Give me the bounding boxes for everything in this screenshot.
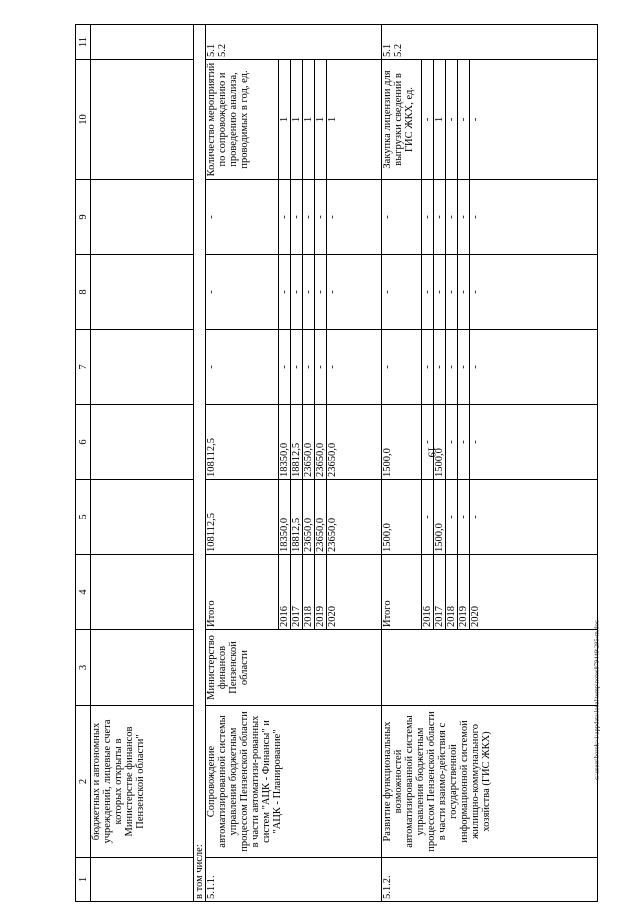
r512-col9: - [470,180,598,255]
r511-col6: 23650,0 [303,405,315,480]
r511-year: 2018 [303,555,315,630]
row-5-1-2-number: 5.1.2. [382,858,598,902]
r511-col10: 1 [291,60,303,180]
r512-col10: 1 [434,60,446,180]
r511-col9: - [303,180,315,255]
r512-year: 2018 [446,555,458,630]
r512-year: 2019 [458,555,470,630]
row-5-1-2-total-col5: 1500,0 [382,480,422,555]
r512-col5: - [446,480,458,555]
col-header-8: 8 [76,255,91,330]
r512-col9: - [458,180,470,255]
r512-col8: - [458,255,470,330]
row-5-1-2-executor [382,630,598,706]
r511-col8: - [315,255,327,330]
r511-year: 2019 [315,555,327,630]
intro-cell-8 [91,255,194,330]
r511-col7: - [315,330,327,405]
r512-col7: - [422,330,434,405]
r512-year: 2017 [434,555,446,630]
r512-col5: - [422,480,434,555]
row-5-1-1-total-col8: - [206,255,279,330]
r512-col6: - [458,405,470,480]
r512-col7: - [446,330,458,405]
r511-col5: 18350,0 [279,480,291,555]
r511-col8: - [291,255,303,330]
row-5-1-2-total-col9: - [382,180,422,255]
r512-col9: - [422,180,434,255]
r511-col7: - [291,330,303,405]
intro-cell-1 [91,858,194,902]
r512-col9: - [446,180,458,255]
r511-col5: 23650,0 [327,480,382,555]
r512-col8: - [434,255,446,330]
r511-col10: 1 [279,60,291,180]
r512-col5: - [458,480,470,555]
col-header-5: 5 [76,480,91,555]
r511-col5: 18812,5 [291,480,303,555]
section-caption: в том числе: [194,25,206,902]
r512-col8: - [422,255,434,330]
r511-col9: - [315,180,327,255]
r512-col10: - [446,60,458,180]
col-header-9: 9 [76,180,91,255]
file-path-note: c:\users\borok~1\appdata\local\temp\notes879449\295-m.doc [593,620,601,780]
r511-col6: 18812,5 [291,405,303,480]
row-5-1-1-total-label: Итого [206,555,279,630]
r512-col10: - [458,60,470,180]
row-5-1-1-total-col5: 108112,5 [206,480,279,555]
r512-col6: - [422,405,434,480]
r512-col7: - [470,330,598,405]
col-header-4: 4 [76,555,91,630]
row-5-1-2-total-label: Итого [382,555,422,630]
r512-col9: - [434,180,446,255]
r512-col6: 1500,0 [434,405,446,480]
col-header-11: 11 [76,25,91,60]
r511-year: 2016 [279,555,291,630]
rotated-table-frame [75,25,589,902]
r511-col10: 1 [303,60,315,180]
r511-col7: - [279,330,291,405]
r511-year: 2020 [327,555,382,630]
intro-cell-6 [91,405,194,480]
r511-col10: 1 [315,60,327,180]
row-5-1-1-indicator: Количество мероприятий по сопровождению и проведению анализа, проводимых в год, ед. [206,60,279,180]
r512-col5: 1500,0 [434,480,446,555]
r512-col7: - [458,330,470,405]
col-header-10: 10 [76,60,91,180]
r512-year: 2020 [470,555,598,630]
r512-col5: - [470,480,598,555]
row-5-1-1-name: Сопровождение автоматизированной системы управления бюджетным процессом Пензенской области в части автоматизи-рованных систем "АЦК - Финансы" и "АЦК - Планирование" [206,706,382,858]
r512-col8: - [446,255,458,330]
col-header-3: 3 [76,630,91,706]
row-5-1-1-total-col9: - [206,180,279,255]
row-5-1-1-total-col7: - [206,330,279,405]
r511-col10: 1 [327,60,382,180]
r512-col6: - [446,405,458,480]
r511-col9: - [291,180,303,255]
page-number: 19 [425,446,438,458]
row-5-1-1-tasks: 5.1 5.2 [206,25,382,60]
r512-year: 2016 [422,555,434,630]
program-table [75,24,598,902]
intro-name-continued: бюджетных и автономных учреждений, лицевые счета которых открыты в Министерстве финансов Пензенской области" [91,706,194,858]
r511-year: 2017 [291,555,303,630]
intro-cell-5 [91,480,194,555]
row-5-1-1-total-col6: 108112,5 [206,405,279,480]
col-header-2: 2 [76,706,91,858]
r511-col7: - [303,330,315,405]
r511-col6: 18350,0 [279,405,291,480]
intro-cell-3 [91,630,194,706]
row-5-1-2-name: Развитие функциональных возможностей автоматизированной системы управления бюджетным процессом Пензенской области в части взаимо-действия с государственной информационной системой жилищно-коммунального хозяйства (ГИС ЖКХ) [382,706,598,858]
row-5-1-1-number: 5.1.1. [206,858,382,902]
row-5-1-1-executor: Министерство финансов Пензенской области [206,630,382,706]
row-5-1-2-tasks: 5.1 5.2 [382,25,598,60]
r511-col9: - [279,180,291,255]
col-header-7: 7 [76,330,91,405]
row-5-1-2-indicator: Закупка лицензии для выгрузки сведений в ГИС ЖКХ, ед. [382,60,422,180]
r511-col5: 23650,0 [315,480,327,555]
r512-col6: - [470,405,598,480]
r511-col6: 23650,0 [315,405,327,480]
r511-col5: 23650,0 [303,480,315,555]
row-5-1-2-total-col6: 1500,0 [382,405,422,480]
r511-col8: - [279,255,291,330]
col-header-6: 6 [76,405,91,480]
intro-cell-7 [91,330,194,405]
r512-col7: - [434,330,446,405]
r512-col10: - [422,60,434,180]
intro-cell-9 [91,180,194,255]
r511-col8: - [327,255,382,330]
r511-col9: - [327,180,382,255]
col-header-1: 1 [76,858,91,902]
intro-cell-11 [91,25,194,60]
r511-col7: - [327,330,382,405]
row-5-1-2-total-col7: - [382,330,422,405]
row-5-1-2-total-col8: - [382,255,422,330]
r511-col6: 23650,0 [327,405,382,480]
r512-col8: - [470,255,598,330]
r512-col10: - [470,60,598,180]
intro-cell-4 [91,555,194,630]
r511-col8: - [303,255,315,330]
intro-cell-10 [91,60,194,180]
